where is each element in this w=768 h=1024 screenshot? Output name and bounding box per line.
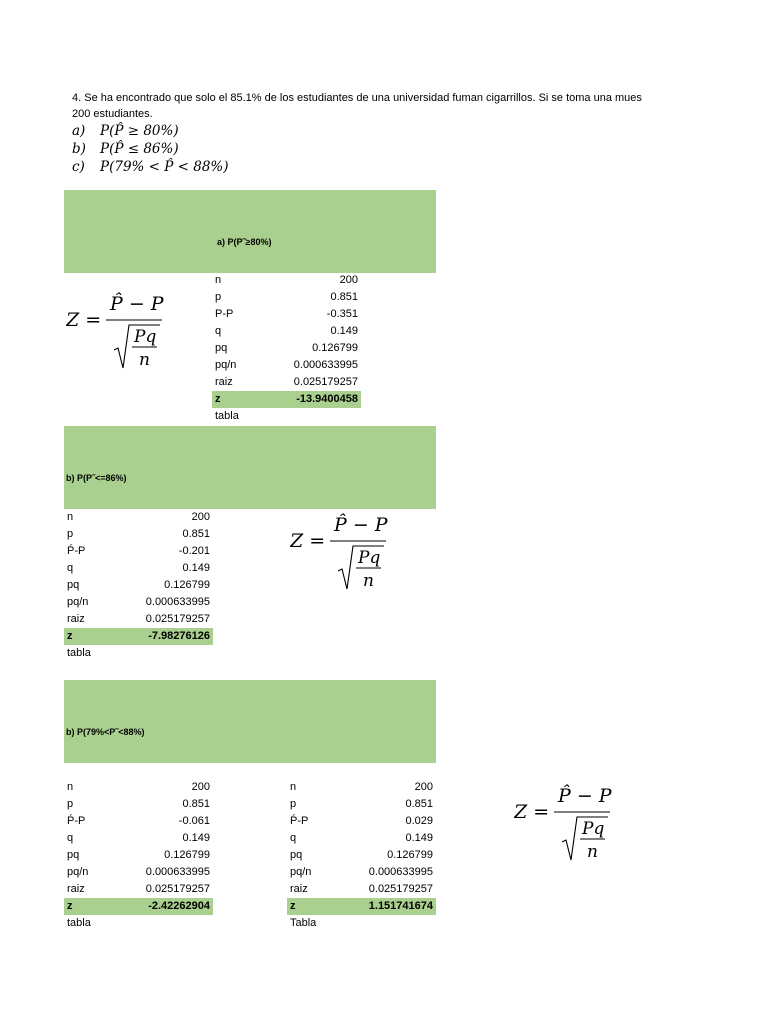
row-value: 0.025179257 — [293, 376, 358, 388]
row-label: n — [290, 781, 297, 793]
section-a-title: a) P(P˜≥80%) — [217, 237, 272, 247]
table-row — [287, 813, 436, 830]
row-label: q — [290, 832, 297, 844]
row-value: 1.151741674 — [368, 900, 433, 912]
row-value: 200 — [339, 274, 358, 286]
table-row — [287, 830, 436, 847]
row-value: 0.000633995 — [145, 596, 210, 608]
problem-items — [72, 122, 662, 176]
row-label: P-P — [215, 308, 234, 320]
z-formula-c-graphic — [514, 780, 614, 868]
row-value: 0.025179257 — [368, 883, 433, 895]
row-label: z — [67, 630, 73, 642]
formula-dtop: Pq — [582, 819, 605, 839]
row-value: -7.98276126 — [148, 630, 210, 642]
table-row — [64, 509, 213, 526]
problem-item-a: a) P(P̂ ≥ 80%) — [72, 123, 179, 139]
row-value: 0.000633995 — [145, 866, 210, 878]
table-row — [64, 830, 213, 847]
row-value: 200 — [414, 781, 433, 793]
section-c-header — [64, 680, 436, 763]
formula-dtop: Pq — [134, 327, 157, 347]
row-label: q — [67, 562, 74, 574]
table-row — [212, 408, 361, 425]
row-label: p — [215, 291, 222, 303]
section-b-table — [64, 509, 213, 662]
table-row — [64, 847, 213, 864]
row-value: 0.029 — [405, 815, 433, 827]
row-value: 0.149 — [182, 832, 210, 844]
z-formula-a — [66, 288, 166, 376]
row-value: 0.851 — [182, 798, 210, 810]
section-b-header — [64, 426, 436, 509]
section-c-right-table — [287, 779, 436, 932]
table-row — [287, 847, 436, 864]
row-value: 0.126799 — [387, 849, 433, 861]
row-value: 0.000633995 — [368, 866, 433, 878]
table-row — [64, 645, 213, 662]
row-label: pq — [67, 849, 80, 861]
table-row — [212, 272, 361, 289]
row-label: tabla — [215, 410, 239, 422]
z-formula-b-graphic — [290, 509, 390, 597]
section-b-title: b) P(P˜<=86%) — [66, 473, 127, 483]
row-label: pq/n — [215, 359, 237, 371]
table-row — [64, 915, 213, 932]
table-row — [64, 577, 213, 594]
table-row — [287, 779, 436, 796]
table-row — [287, 881, 436, 898]
section-c-title: b) P(79%<P˜<88%) — [66, 727, 145, 737]
table-row — [64, 560, 213, 577]
table-row — [64, 796, 213, 813]
table-row — [64, 526, 213, 543]
table-row — [64, 628, 213, 645]
row-value: 0.025179257 — [145, 613, 210, 625]
z-formula-a-graphic — [66, 288, 166, 376]
row-label: raiz — [67, 613, 85, 625]
problem-item-c: c) P(79% < P̂ < 88%) — [72, 159, 229, 175]
row-label: Ṕ-P — [290, 815, 309, 827]
row-label: pq — [290, 849, 303, 861]
row-label: z — [290, 900, 296, 912]
row-label: q — [67, 832, 74, 844]
row-label: raiz — [67, 883, 85, 895]
formula-lhs: Z = — [514, 801, 550, 823]
row-label: raiz — [290, 883, 308, 895]
row-label: z — [215, 393, 221, 405]
table-row — [64, 898, 213, 915]
formula-lhs: Z = — [66, 309, 102, 331]
row-value: 0.851 — [405, 798, 433, 810]
row-label: tabla — [67, 917, 91, 929]
table-row — [287, 898, 436, 915]
row-value: 200 — [191, 511, 210, 523]
section-c-left-table — [64, 779, 213, 932]
problem-line-2: 200 estudiantes. — [72, 107, 153, 120]
table-row — [212, 374, 361, 391]
row-value: 0.149 — [182, 562, 210, 574]
row-label: q — [215, 325, 222, 337]
table-row — [212, 391, 361, 408]
row-value: -0.061 — [178, 815, 210, 827]
table-row — [212, 340, 361, 357]
formula-num: P̂ − P — [334, 514, 388, 536]
formula-dbot: n — [587, 842, 598, 862]
row-value: 0.025179257 — [145, 883, 210, 895]
table-row — [212, 323, 361, 340]
table-row — [64, 611, 213, 628]
row-label: p — [290, 798, 297, 810]
row-value: 0.126799 — [164, 579, 210, 591]
row-label: pq — [67, 579, 80, 591]
row-label: pq/n — [67, 596, 89, 608]
row-value: 200 — [191, 781, 210, 793]
row-label: Ṕ-P — [67, 815, 86, 827]
row-value: -13.9400458 — [296, 393, 358, 405]
row-value: -0.201 — [178, 545, 210, 557]
row-value: 0.000633995 — [293, 359, 358, 371]
section-a-header — [64, 190, 436, 273]
problem-statement — [72, 91, 662, 176]
row-value: 0.149 — [330, 325, 358, 337]
table-row — [212, 306, 361, 323]
table-row — [64, 594, 213, 611]
formula-num: P̂ − P — [558, 785, 612, 807]
row-label: z — [67, 900, 73, 912]
row-label: tabla — [67, 647, 91, 659]
table-row — [287, 796, 436, 813]
row-label: pq — [215, 342, 228, 354]
table-row — [64, 543, 213, 560]
row-value: -0.351 — [326, 308, 358, 320]
row-label: pq/n — [290, 866, 312, 878]
table-row — [64, 779, 213, 796]
row-value: 0.126799 — [164, 849, 210, 861]
row-label: Ṕ-P — [67, 545, 86, 557]
problem-item-b: b) P(P̂ ≤ 86%) — [72, 141, 179, 157]
row-label: p — [67, 528, 74, 540]
row-label: raiz — [215, 376, 233, 388]
formula-dtop: Pq — [358, 548, 381, 568]
row-label: Tabla — [290, 917, 317, 929]
formula-dbot: n — [363, 571, 374, 591]
row-label: n — [67, 511, 74, 523]
z-formula-b — [290, 509, 390, 597]
table-row — [287, 915, 436, 932]
formula-num: P̂ − P — [110, 293, 164, 315]
problem-line-1: 4. Se ha encontrado que solo el 85.1% de los estudiantes de una universidad fuman cigarrillos. Si se toma una mues — [72, 92, 642, 104]
formula-lhs: Z = — [290, 530, 326, 552]
row-label: pq/n — [67, 866, 89, 878]
row-label: p — [67, 798, 74, 810]
row-value: 0.126799 — [312, 342, 358, 354]
row-value: -2.42262904 — [148, 900, 210, 912]
row-value: 0.149 — [405, 832, 433, 844]
table-row — [212, 289, 361, 306]
table-row — [64, 864, 213, 881]
row-value: 0.851 — [330, 291, 358, 303]
section-a-table — [212, 272, 361, 425]
table-row — [287, 864, 436, 881]
table-row — [64, 813, 213, 830]
row-label: n — [67, 781, 74, 793]
z-formula-c — [514, 780, 614, 868]
table-row — [212, 357, 361, 374]
table-row — [64, 881, 213, 898]
formula-dbot: n — [139, 350, 150, 370]
row-value: 0.851 — [182, 528, 210, 540]
row-label: n — [215, 274, 222, 286]
